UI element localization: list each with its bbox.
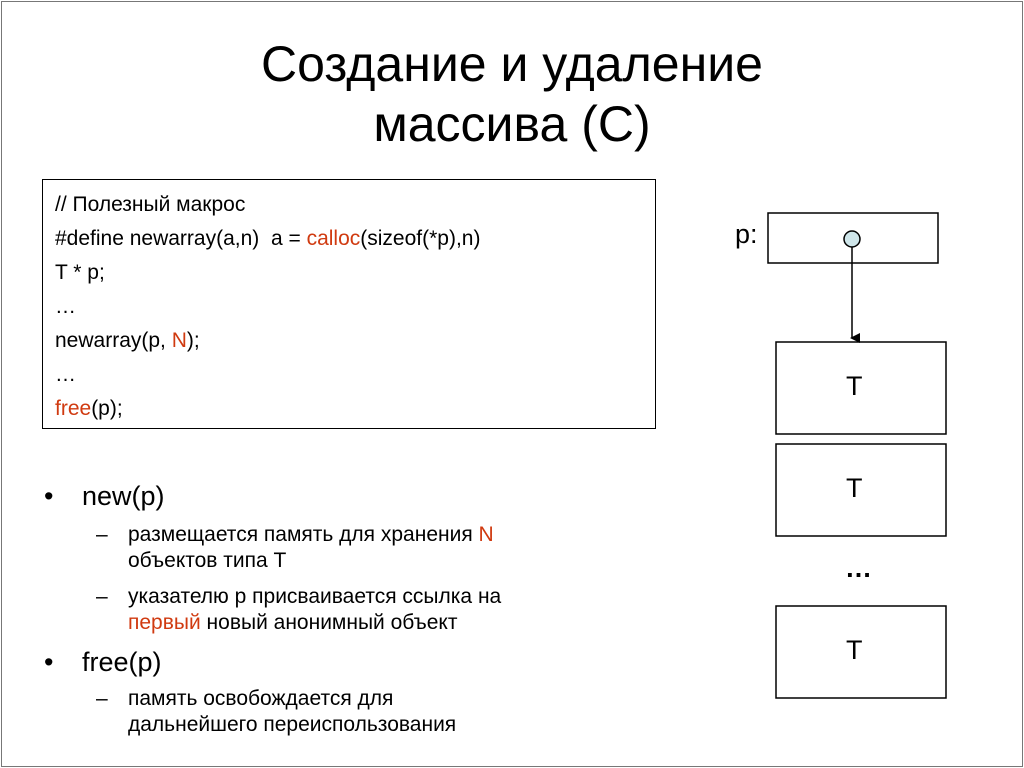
pointer-dot (844, 231, 860, 247)
code-text: T * p; (55, 261, 105, 284)
array-cell-1-label: T (846, 371, 863, 401)
highlight-first: первый (128, 611, 201, 634)
sub-bullet-text-part: размещается память для хранения (128, 523, 479, 546)
dash-mark: – (96, 523, 108, 546)
array-cell-2-label: T (846, 473, 863, 503)
highlight-n: N (478, 523, 494, 546)
pointer-label: p: (735, 219, 758, 249)
bullet-mark: • (44, 481, 54, 511)
bullet-free-label: free(p) (82, 647, 162, 677)
bullet-new-label: new(p) (82, 481, 165, 511)
sub-bullet-text-part: новый анонимный объект (200, 611, 458, 634)
bullet-mark: • (44, 647, 54, 677)
code-text: newarray(p, (55, 329, 172, 352)
code-text: // Полезный макрос (55, 193, 246, 216)
code-text: #define newarray(a,n) a = (55, 227, 307, 250)
code-text: ); (186, 329, 200, 352)
sub-bullet-text: объектов типа T (128, 549, 287, 572)
title-line-2: массива (С) (373, 96, 651, 152)
array-cell-3-label: T (846, 635, 863, 665)
code-text: … (55, 363, 76, 386)
code-text: (p); (91, 397, 123, 420)
array-ellipsis: … (845, 553, 872, 583)
dash-mark: – (96, 585, 108, 608)
code-text: (sizeof(*p),n) (360, 227, 481, 250)
title-line-1: Создание и удаление (261, 36, 763, 92)
code-keyword-calloc: calloc (306, 227, 361, 250)
sub-bullet-text: указателю p присваивается ссылка на (128, 585, 502, 608)
code-text: … (55, 295, 76, 318)
sub-bullet-text: дальнейшего переиспользования (128, 713, 457, 736)
sub-bullet-text: память освобождается для (128, 687, 394, 710)
code-keyword-n: N (171, 329, 187, 352)
code-keyword-free: free (55, 397, 92, 420)
dash-mark: – (96, 687, 108, 710)
